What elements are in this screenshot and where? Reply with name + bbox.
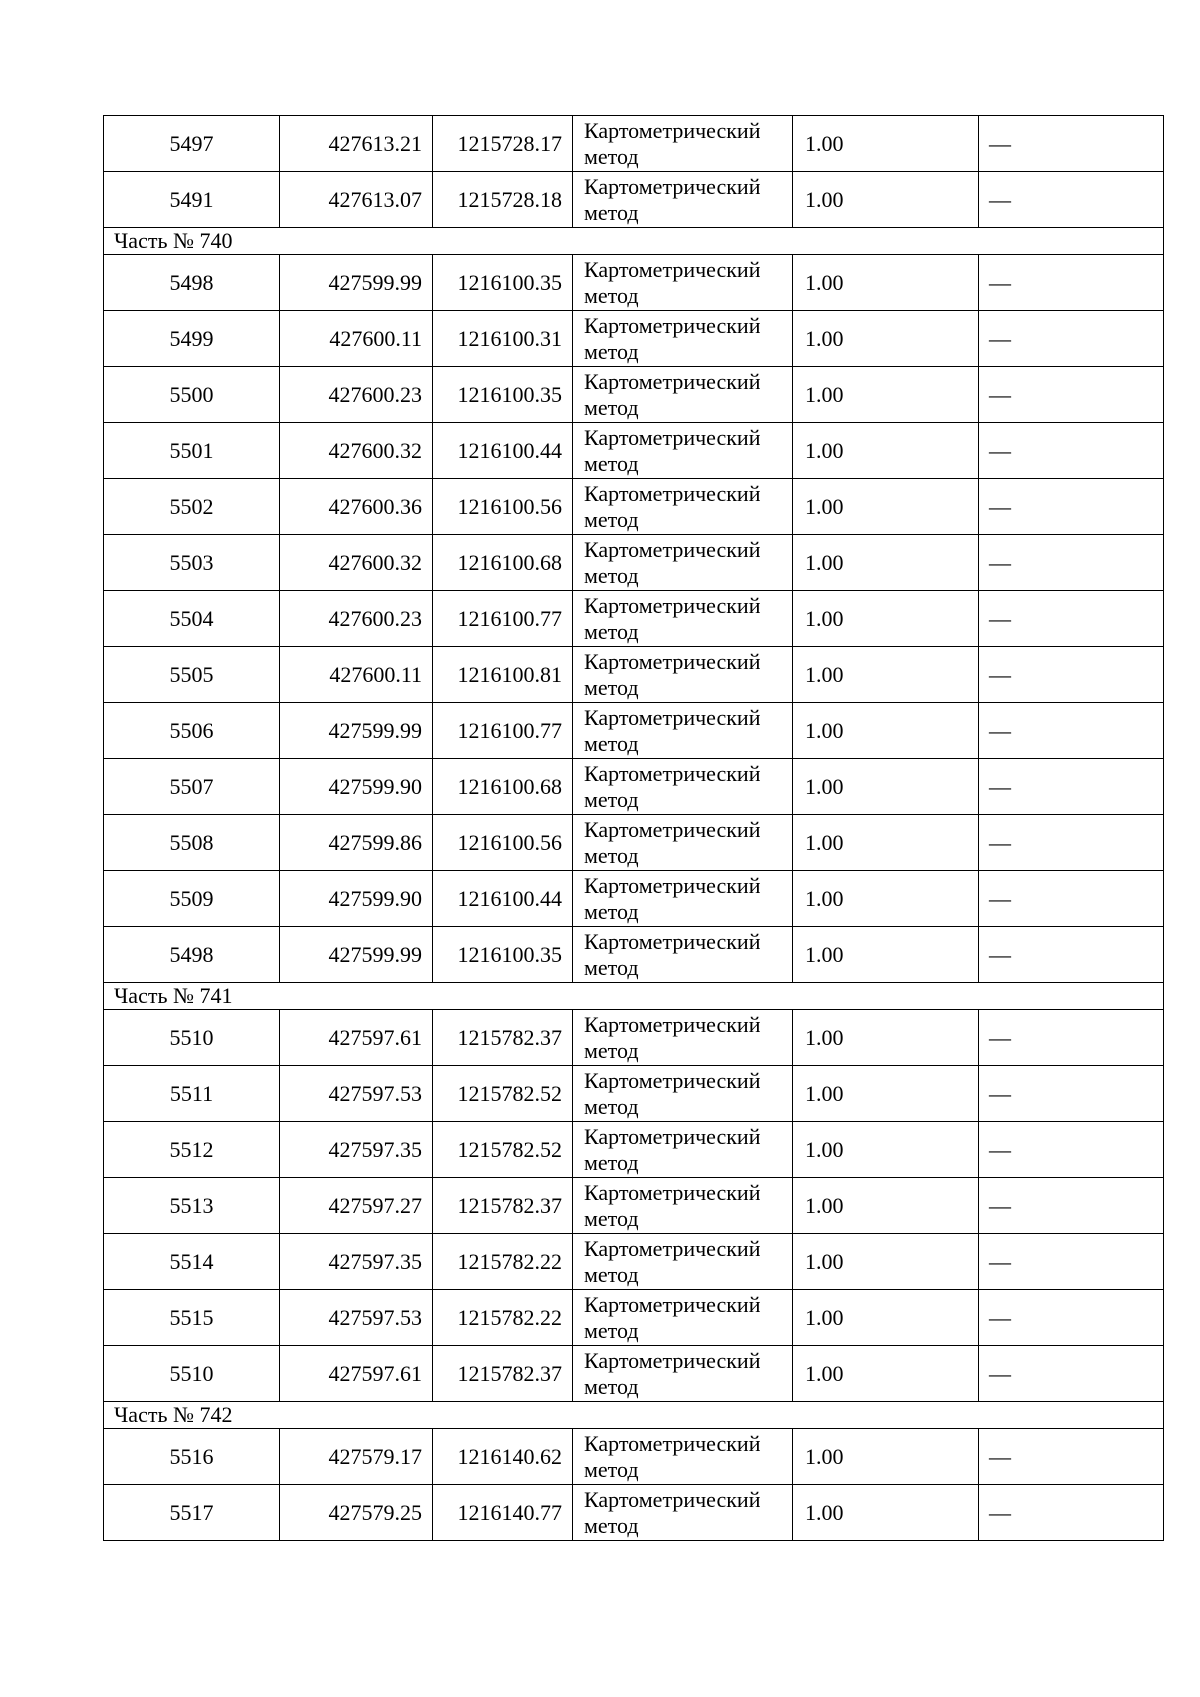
method-line-2: метод <box>584 338 639 364</box>
accuracy-cell: 1.00 <box>793 927 979 983</box>
method-cell <box>573 703 793 759</box>
x-coordinate-cell: 427600.32 <box>280 423 433 479</box>
method-line-2: метод <box>584 394 639 420</box>
point-number-cell: 5509 <box>104 871 280 927</box>
method-line-2: метод <box>584 282 639 308</box>
x-coordinate-cell: 427600.23 <box>280 367 433 423</box>
x-coordinate-cell: 427597.61 <box>280 1010 433 1066</box>
point-number-cell: 5505 <box>104 647 280 703</box>
method-cell <box>573 1122 793 1178</box>
section-label: Часть № 740 <box>104 228 1164 255</box>
method-line-1: Картометрический <box>584 480 761 506</box>
y-coordinate-cell: 1216100.44 <box>433 423 573 479</box>
method-line-1: Картометрический <box>584 1291 761 1317</box>
x-coordinate-cell: 427579.17 <box>280 1429 433 1485</box>
point-number-cell: 5502 <box>104 479 280 535</box>
x-coordinate-cell: 427600.32 <box>280 535 433 591</box>
method-line-1: Картометрический <box>584 1179 761 1205</box>
accuracy-cell: 1.00 <box>793 423 979 479</box>
description-cell: — <box>979 871 1164 927</box>
method-cell <box>573 647 793 703</box>
table-row <box>104 479 1164 535</box>
description-cell: — <box>979 647 1164 703</box>
point-number-cell: 5499 <box>104 311 280 367</box>
method-line-2: метод <box>584 199 639 225</box>
accuracy-cell: 1.00 <box>793 479 979 535</box>
x-coordinate-cell: 427597.53 <box>280 1066 433 1122</box>
accuracy-cell: 1.00 <box>793 172 979 228</box>
accuracy-cell: 1.00 <box>793 1010 979 1066</box>
method-line-1: Картометрический <box>584 256 761 282</box>
section-header-row <box>104 983 1164 1010</box>
method-line-2: метод <box>584 562 639 588</box>
y-coordinate-cell: 1215782.37 <box>433 1010 573 1066</box>
method-line-2: метод <box>584 143 639 169</box>
table-row <box>104 1066 1164 1122</box>
description-cell: — <box>979 311 1164 367</box>
table-row <box>104 172 1164 228</box>
x-coordinate-cell: 427597.35 <box>280 1122 433 1178</box>
point-number-cell: 5497 <box>104 116 280 172</box>
table-row <box>104 1485 1164 1541</box>
table-row <box>104 367 1164 423</box>
table-row <box>104 1234 1164 1290</box>
point-number-cell: 5510 <box>104 1010 280 1066</box>
point-number-cell: 5516 <box>104 1429 280 1485</box>
method-line-1: Картометрический <box>584 760 761 786</box>
point-number-cell: 5514 <box>104 1234 280 1290</box>
method-cell <box>573 1485 793 1541</box>
method-cell <box>573 871 793 927</box>
method-cell <box>573 255 793 311</box>
method-line-2: метод <box>584 1373 639 1399</box>
y-coordinate-cell: 1216100.77 <box>433 703 573 759</box>
method-line-2: метод <box>584 1149 639 1175</box>
point-number-cell: 5513 <box>104 1178 280 1234</box>
method-cell <box>573 311 793 367</box>
method-line-1: Картометрический <box>584 704 761 730</box>
y-coordinate-cell: 1216100.81 <box>433 647 573 703</box>
point-number-cell: 5517 <box>104 1485 280 1541</box>
y-coordinate-cell: 1216100.35 <box>433 255 573 311</box>
description-cell: — <box>979 423 1164 479</box>
table-row <box>104 1290 1164 1346</box>
method-line-2: метод <box>584 1093 639 1119</box>
method-cell <box>573 479 793 535</box>
description-cell: — <box>979 1429 1164 1485</box>
method-cell <box>573 815 793 871</box>
method-line-2: метод <box>584 1037 639 1063</box>
accuracy-cell: 1.00 <box>793 1429 979 1485</box>
table-row <box>104 927 1164 983</box>
method-line-2: метод <box>584 1512 639 1538</box>
table-row <box>104 535 1164 591</box>
table-row <box>104 423 1164 479</box>
method-cell <box>573 591 793 647</box>
point-number-cell: 5508 <box>104 815 280 871</box>
description-cell: — <box>979 703 1164 759</box>
accuracy-cell: 1.00 <box>793 535 979 591</box>
table-row <box>104 815 1164 871</box>
description-cell: — <box>979 591 1164 647</box>
x-coordinate-cell: 427599.90 <box>280 871 433 927</box>
y-coordinate-cell: 1216100.56 <box>433 815 573 871</box>
point-number-cell: 5501 <box>104 423 280 479</box>
x-coordinate-cell: 427597.35 <box>280 1234 433 1290</box>
accuracy-cell: 1.00 <box>793 311 979 367</box>
y-coordinate-cell: 1216100.68 <box>433 759 573 815</box>
table-row <box>104 703 1164 759</box>
method-line-2: метод <box>584 842 639 868</box>
x-coordinate-cell: 427613.21 <box>280 116 433 172</box>
method-line-2: метод <box>584 450 639 476</box>
method-line-2: метод <box>584 1261 639 1287</box>
x-coordinate-cell: 427599.86 <box>280 815 433 871</box>
method-cell <box>573 423 793 479</box>
point-number-cell: 5511 <box>104 1066 280 1122</box>
description-cell: — <box>979 1346 1164 1402</box>
method-line-2: метод <box>584 1317 639 1343</box>
description-cell: — <box>979 1122 1164 1178</box>
method-line-2: метод <box>584 674 639 700</box>
method-line-1: Картометрический <box>584 648 761 674</box>
accuracy-cell: 1.00 <box>793 703 979 759</box>
accuracy-cell: 1.00 <box>793 815 979 871</box>
point-number-cell: 5507 <box>104 759 280 815</box>
y-coordinate-cell: 1216100.35 <box>433 367 573 423</box>
method-line-1: Картометрический <box>584 173 761 199</box>
method-line-2: метод <box>584 506 639 532</box>
description-cell: — <box>979 1290 1164 1346</box>
description-cell: — <box>979 535 1164 591</box>
method-line-1: Картометрический <box>584 1430 761 1456</box>
description-cell: — <box>979 927 1164 983</box>
method-line-1: Картометрический <box>584 1123 761 1149</box>
method-cell <box>573 1290 793 1346</box>
accuracy-cell: 1.00 <box>793 116 979 172</box>
method-line-2: метод <box>584 954 639 980</box>
method-line-1: Картометрический <box>584 1011 761 1037</box>
y-coordinate-cell: 1215728.18 <box>433 172 573 228</box>
description-cell: — <box>979 1485 1164 1541</box>
method-line-2: метод <box>584 618 639 644</box>
y-coordinate-cell: 1216100.44 <box>433 871 573 927</box>
accuracy-cell: 1.00 <box>793 1346 979 1402</box>
method-line-2: метод <box>584 730 639 756</box>
method-line-1: Картометрический <box>584 872 761 898</box>
x-coordinate-cell: 427597.27 <box>280 1178 433 1234</box>
y-coordinate-cell: 1215782.22 <box>433 1290 573 1346</box>
description-cell: — <box>979 1234 1164 1290</box>
point-number-cell: 5491 <box>104 172 280 228</box>
table-row <box>104 759 1164 815</box>
x-coordinate-cell: 427599.99 <box>280 927 433 983</box>
description-cell: — <box>979 1178 1164 1234</box>
y-coordinate-cell: 1216100.31 <box>433 311 573 367</box>
y-coordinate-cell: 1215782.37 <box>433 1346 573 1402</box>
x-coordinate-cell: 427599.90 <box>280 759 433 815</box>
method-line-1: Картометрический <box>584 928 761 954</box>
description-cell: — <box>979 1010 1164 1066</box>
point-number-cell: 5506 <box>104 703 280 759</box>
accuracy-cell: 1.00 <box>793 1122 979 1178</box>
description-cell: — <box>979 1066 1164 1122</box>
description-cell: — <box>979 116 1164 172</box>
x-coordinate-cell: 427599.99 <box>280 703 433 759</box>
accuracy-cell: 1.00 <box>793 759 979 815</box>
point-number-cell: 5504 <box>104 591 280 647</box>
accuracy-cell: 1.00 <box>793 255 979 311</box>
accuracy-cell: 1.00 <box>793 1234 979 1290</box>
x-coordinate-cell: 427600.23 <box>280 591 433 647</box>
x-coordinate-cell: 427597.61 <box>280 1346 433 1402</box>
method-cell <box>573 1178 793 1234</box>
description-cell: — <box>979 479 1164 535</box>
method-cell <box>573 1429 793 1485</box>
y-coordinate-cell: 1215782.52 <box>433 1122 573 1178</box>
method-line-1: Картометрический <box>584 1347 761 1373</box>
point-number-cell: 5503 <box>104 535 280 591</box>
method-cell <box>573 759 793 815</box>
description-cell: — <box>979 172 1164 228</box>
point-number-cell: 5498 <box>104 255 280 311</box>
method-line-2: метод <box>584 1456 639 1482</box>
x-coordinate-cell: 427600.11 <box>280 647 433 703</box>
description-cell: — <box>979 815 1164 871</box>
description-cell: — <box>979 255 1164 311</box>
y-coordinate-cell: 1215728.17 <box>433 116 573 172</box>
x-coordinate-cell: 427600.36 <box>280 479 433 535</box>
method-line-1: Картометрический <box>584 536 761 562</box>
section-header-row <box>104 228 1164 255</box>
method-line-1: Картометрический <box>584 312 761 338</box>
x-coordinate-cell: 427613.07 <box>280 172 433 228</box>
point-number-cell: 5510 <box>104 1346 280 1402</box>
y-coordinate-cell: 1216100.68 <box>433 535 573 591</box>
x-coordinate-cell: 427600.11 <box>280 311 433 367</box>
y-coordinate-cell: 1216100.77 <box>433 591 573 647</box>
point-number-cell: 5512 <box>104 1122 280 1178</box>
table-row <box>104 1346 1164 1402</box>
x-coordinate-cell: 427579.25 <box>280 1485 433 1541</box>
table-body <box>104 116 1164 1541</box>
method-cell <box>573 116 793 172</box>
table-row <box>104 255 1164 311</box>
x-coordinate-cell: 427597.53 <box>280 1290 433 1346</box>
accuracy-cell: 1.00 <box>793 1290 979 1346</box>
method-cell <box>573 1346 793 1402</box>
method-line-2: метод <box>584 786 639 812</box>
method-line-2: метод <box>584 898 639 924</box>
section-header-row <box>104 1402 1164 1429</box>
section-label: Часть № 741 <box>104 983 1164 1010</box>
method-line-1: Картометрический <box>584 117 761 143</box>
method-line-2: метод <box>584 1205 639 1231</box>
table-row <box>104 591 1164 647</box>
coordinates-table <box>103 115 1164 1541</box>
accuracy-cell: 1.00 <box>793 367 979 423</box>
accuracy-cell: 1.00 <box>793 591 979 647</box>
table-row <box>104 647 1164 703</box>
method-line-1: Картометрический <box>584 1235 761 1261</box>
accuracy-cell: 1.00 <box>793 871 979 927</box>
method-line-1: Картометрический <box>584 816 761 842</box>
method-cell <box>573 1010 793 1066</box>
table-row <box>104 311 1164 367</box>
table-row <box>104 1429 1164 1485</box>
y-coordinate-cell: 1215782.52 <box>433 1066 573 1122</box>
method-line-1: Картометрический <box>584 592 761 618</box>
accuracy-cell: 1.00 <box>793 647 979 703</box>
point-number-cell: 5515 <box>104 1290 280 1346</box>
method-cell <box>573 1234 793 1290</box>
method-cell <box>573 1066 793 1122</box>
method-cell <box>573 367 793 423</box>
method-line-1: Картометрический <box>584 424 761 450</box>
point-number-cell: 5498 <box>104 927 280 983</box>
accuracy-cell: 1.00 <box>793 1485 979 1541</box>
description-cell: — <box>979 759 1164 815</box>
y-coordinate-cell: 1215782.37 <box>433 1178 573 1234</box>
point-number-cell: 5500 <box>104 367 280 423</box>
accuracy-cell: 1.00 <box>793 1066 979 1122</box>
y-coordinate-cell: 1215782.22 <box>433 1234 573 1290</box>
method-line-1: Картометрический <box>584 368 761 394</box>
table-row <box>104 1178 1164 1234</box>
method-line-1: Картометрический <box>584 1067 761 1093</box>
method-cell <box>573 535 793 591</box>
description-cell: — <box>979 367 1164 423</box>
section-label: Часть № 742 <box>104 1402 1164 1429</box>
accuracy-cell: 1.00 <box>793 1178 979 1234</box>
table-row <box>104 871 1164 927</box>
x-coordinate-cell: 427599.99 <box>280 255 433 311</box>
method-line-1: Картометрический <box>584 1486 761 1512</box>
table-row <box>104 116 1164 172</box>
method-cell <box>573 927 793 983</box>
y-coordinate-cell: 1216140.77 <box>433 1485 573 1541</box>
y-coordinate-cell: 1216100.35 <box>433 927 573 983</box>
y-coordinate-cell: 1216140.62 <box>433 1429 573 1485</box>
table-row <box>104 1010 1164 1066</box>
method-cell <box>573 172 793 228</box>
table-row <box>104 1122 1164 1178</box>
y-coordinate-cell: 1216100.56 <box>433 479 573 535</box>
